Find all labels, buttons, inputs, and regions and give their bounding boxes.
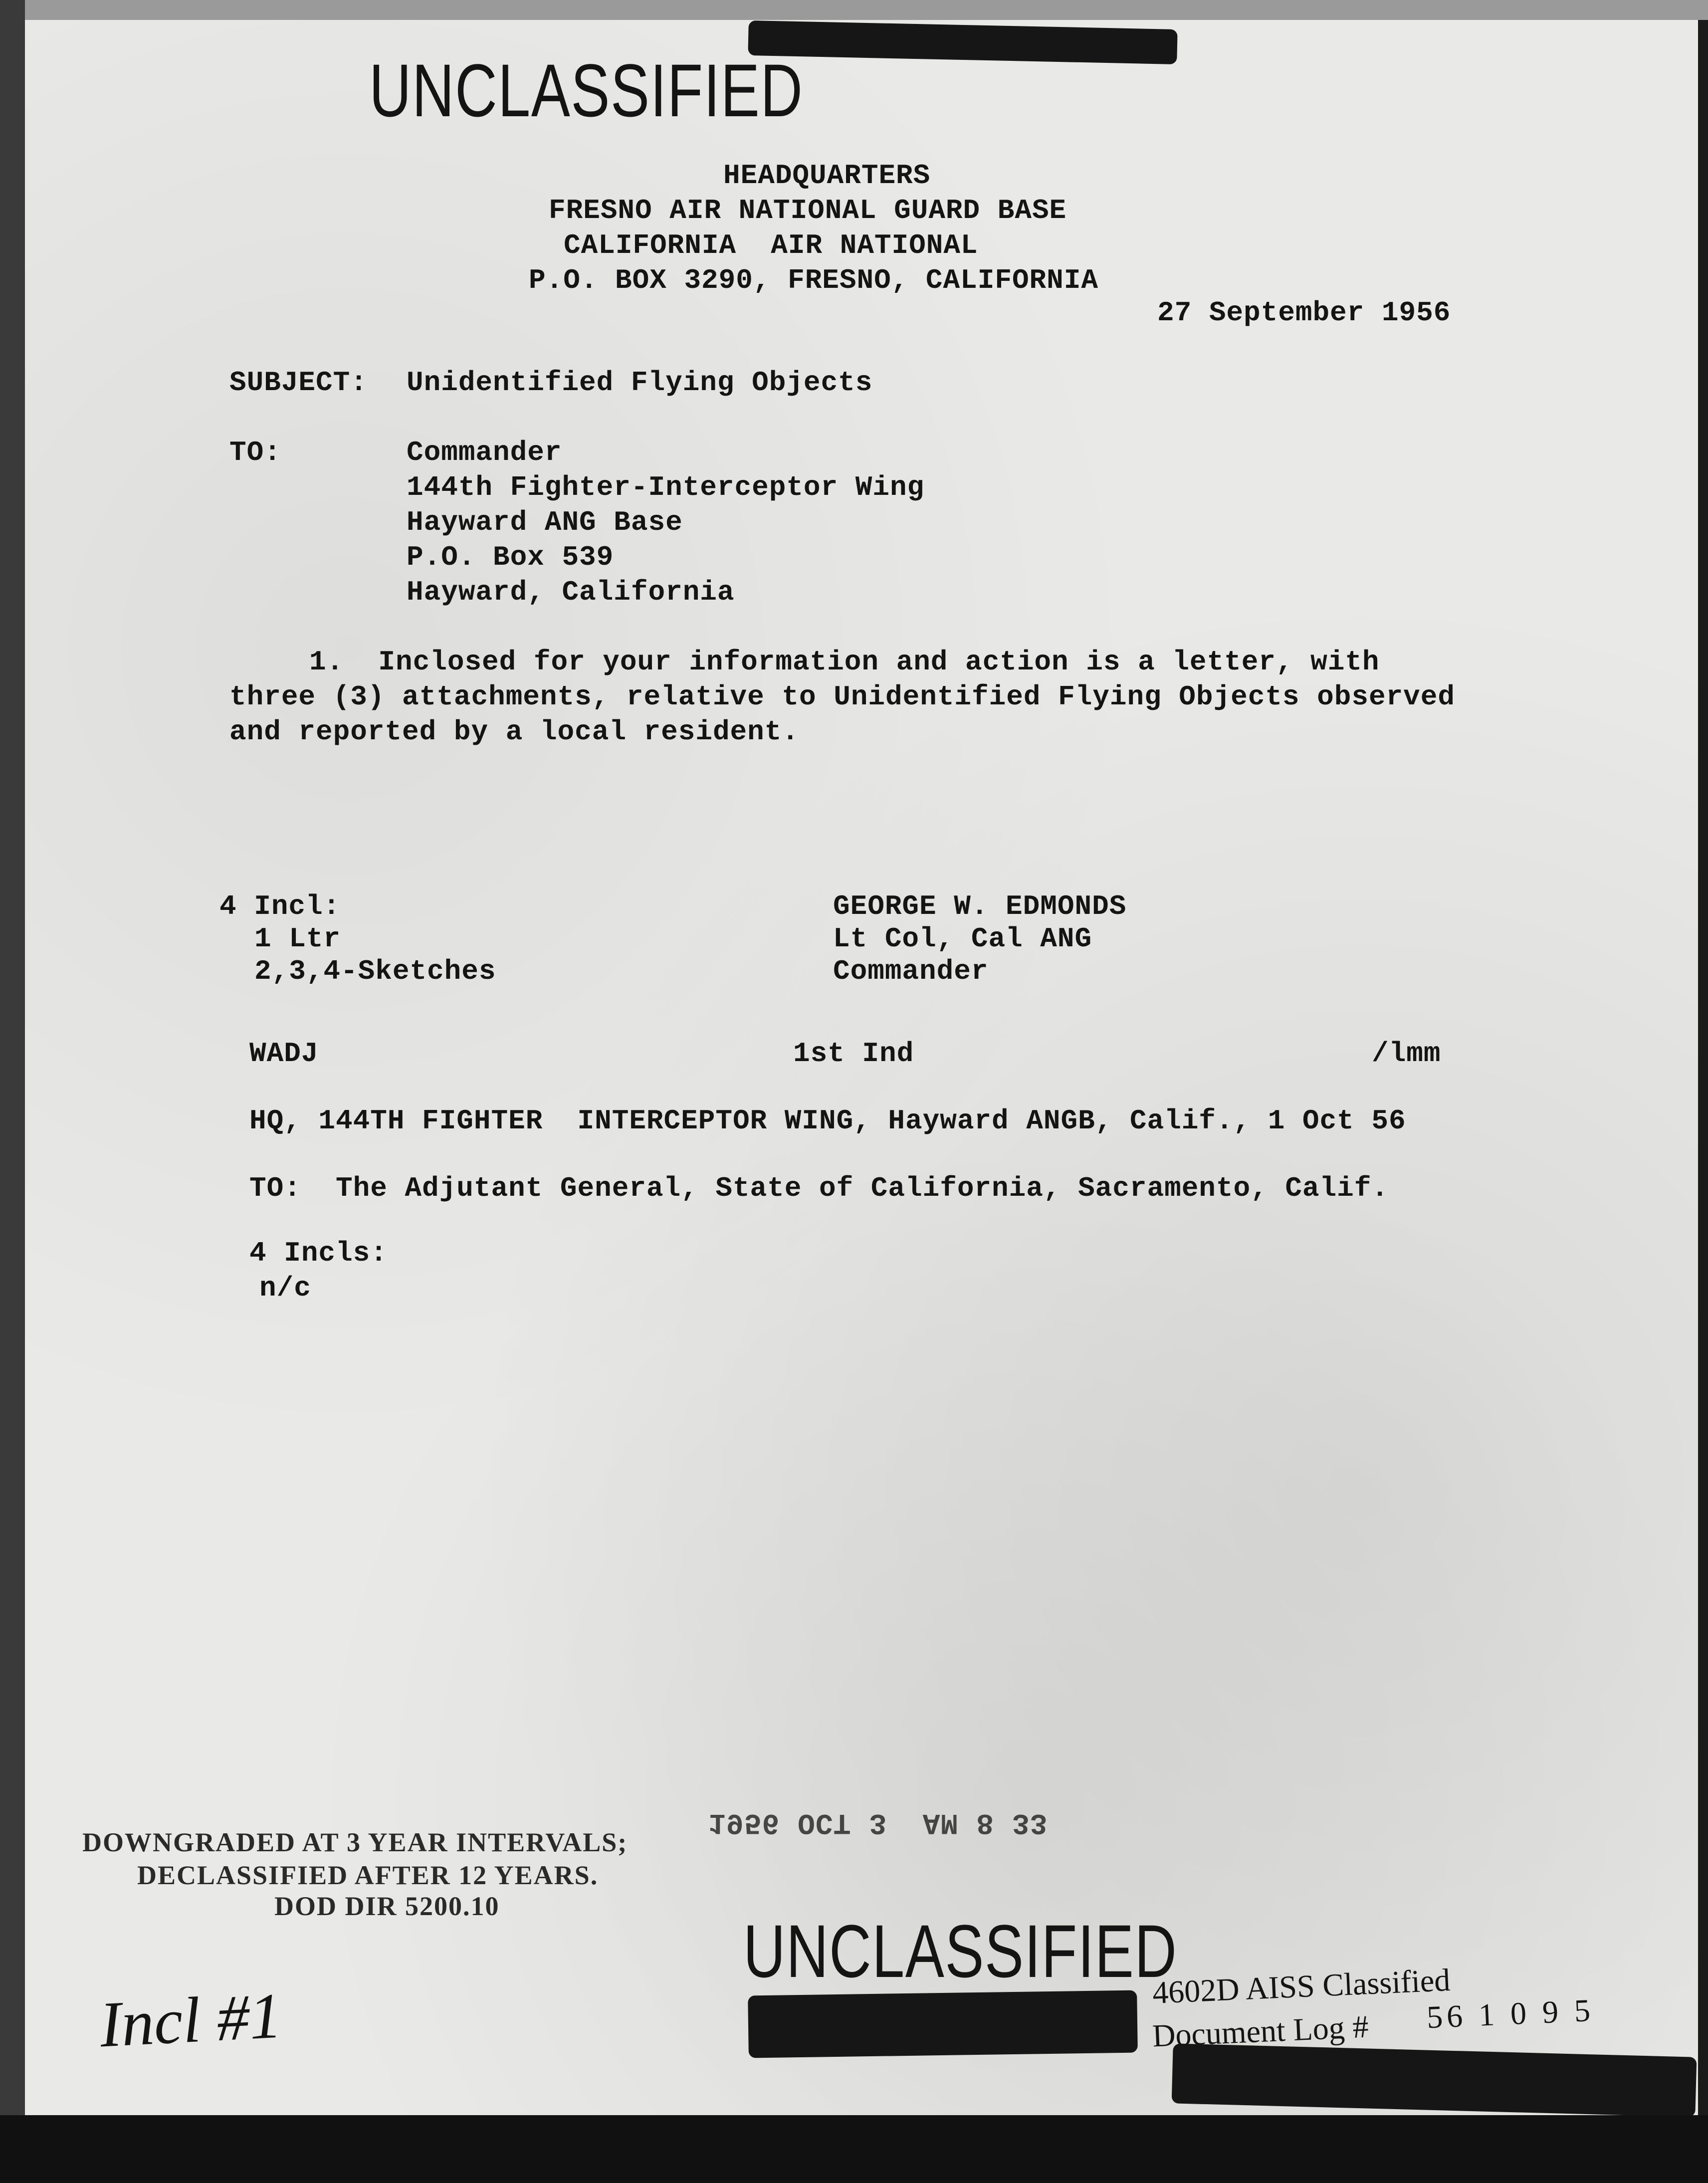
signature-title: Commander: [833, 955, 989, 987]
inclosures-line: 1 Ltr: [254, 923, 341, 955]
indorsement-office: WADJ: [249, 1038, 319, 1070]
indorsement-incl: 4 Incls:: [249, 1237, 388, 1269]
signature-rank: Lt Col, Cal ANG: [833, 923, 1092, 955]
to-address-line: Hayward ANG Base: [407, 506, 683, 538]
received-stamp: 1956 OCT 3 AM 8 33: [708, 1806, 1048, 1838]
subject-label: SUBJECT:: [229, 367, 368, 399]
letterhead-line-2: FRESNO AIR NATIONAL GUARD BASE: [549, 195, 1067, 226]
downgrade-stamp-line-1: DOWNGRADED AT 3 YEAR INTERVALS;: [82, 1827, 628, 1857]
letter-date: 27 September 1956: [1157, 297, 1451, 329]
downgrade-stamp-line-3: DOD DIR 5200.10: [274, 1891, 500, 1921]
to-address-line: 144th Fighter-Interceptor Wing: [407, 471, 925, 503]
document-log-number: 56 1 0 9 5: [1426, 1992, 1595, 2035]
scan-left-edge: [0, 0, 25, 2183]
handwritten-incl-note: Incl #1: [98, 1979, 284, 2061]
letterhead-line-3: CALIFORNIA AIR NATIONAL: [564, 229, 978, 261]
indorsement-from: HQ, 144TH FIGHTER INTERCEPTOR WING, Hayward ANGB, Calif., 1 Oct 56: [249, 1105, 1406, 1137]
scan-top-edge: [0, 0, 1708, 20]
subject-text: Unidentified Flying Objects: [407, 367, 873, 399]
redaction-bar-top: [748, 20, 1177, 64]
paragraph-line: three (3) attachments, relative to Unidentified Flying Objects observed: [229, 681, 1455, 713]
document-page: [10, 20, 1698, 2115]
scan-bottom-band: [0, 2115, 1708, 2183]
letterhead-line-4: P.O. BOX 3290, FRESNO, CALIFORNIA: [529, 264, 1098, 296]
indorsement-title: 1st Ind: [793, 1038, 914, 1070]
to-address-line: Commander: [407, 437, 562, 468]
to-address-line: P.O. Box 539: [407, 541, 614, 573]
paragraph-line: and reported by a local resident.: [229, 716, 799, 748]
downgrade-stamp-line-2: DECLASSIFIED AFTER 12 YEARS.: [137, 1860, 599, 1890]
indorsement-to: TO: The Adjutant General, State of California, Sacramento, Calif.: [249, 1172, 1389, 1204]
paragraph-line: 1. Inclosed for your information and action is a letter, with: [309, 646, 1380, 678]
redaction-bar-bottom-center: [748, 1990, 1138, 2058]
inclosures-line: 4 Incl:: [219, 890, 341, 922]
document-log-line-1: 4602D AISS Classified: [1151, 1962, 1451, 2010]
classification-top: UNCLASSIFIED: [369, 48, 804, 132]
to-address-line: Hayward, California: [407, 576, 735, 608]
indorsement-initials: /lmm: [1372, 1038, 1441, 1070]
indorsement-incl: n/c: [259, 1272, 311, 1304]
document-log-label: Document Log #: [1151, 2008, 1370, 2054]
classification-bottom: UNCLASSIFIED: [743, 1909, 1178, 1993]
to-label: TO:: [229, 437, 281, 468]
inclosures-line: 2,3,4-Sketches: [254, 955, 496, 987]
redaction-bar-bottom-right: [1172, 2043, 1697, 2117]
signature-name: GEORGE W. EDMONDS: [833, 890, 1127, 922]
letterhead-line-1: HEADQUARTERS: [723, 160, 931, 192]
